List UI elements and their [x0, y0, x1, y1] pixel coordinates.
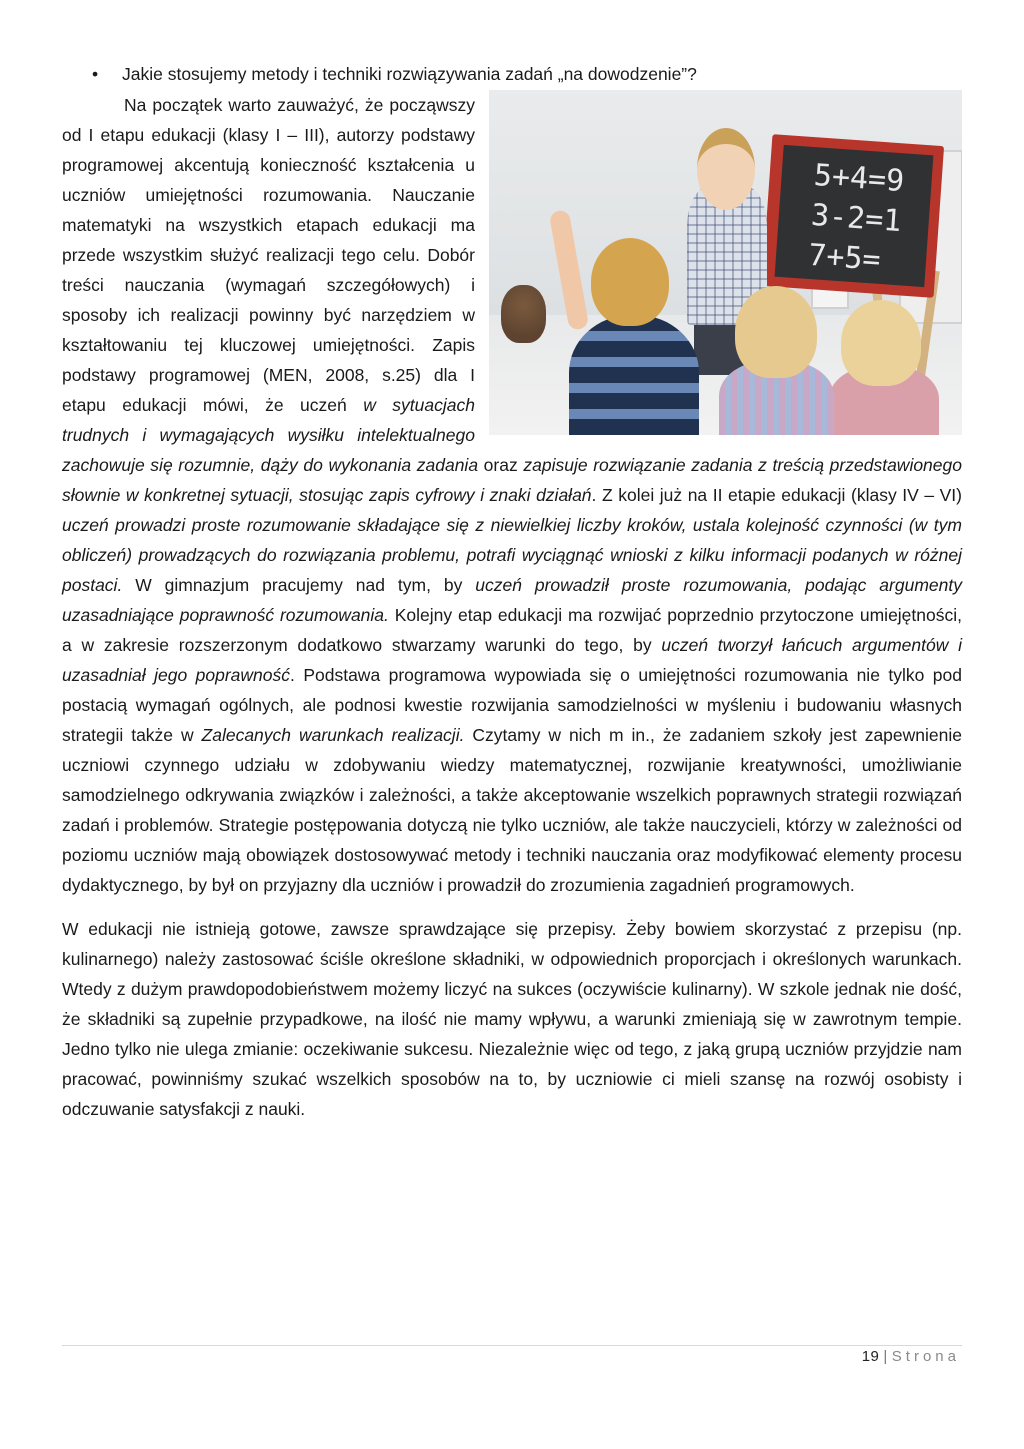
italic-quote: uczeń prowadził proste rozumowania, podając argumenty uzasadniające poprawność rozumowania. [62, 575, 962, 625]
text-run: Czytamy w nich m in., że zadaniem szkoły jest zapewnienie uczniowi czynnego udziału w zdobywaniu wiedzy matematycznej, rozwijanie kreatywności, umożliwianie samodzielnego odkrywania związków i zależności, a także akceptowanie wszelkich poprawnych strategii rozwiązań zadań i problemów. Strategie postępowania dotyczą nie tylko uczniów, ale także nauczycieli, którzy w zależności od poziomu uczniów mają obowiązek dostosowywać metody i techniki nauczania oraz modyfikować elementy procesu dydaktycznego, by był on przyjazny dla uczniów i prowadził do zrozumienia zagadnień programowych. [62, 725, 962, 895]
text-run: . Podstawa programowa wypowiada się o umiejętności rozumowania nie tylko pod postacią wymagań ogólnych, ale podnosi kwestie rozwijania samodzielności w myśleniu i budowaniu własnych strategii także w [62, 665, 962, 745]
chalkboard-line: 7+5= [807, 237, 882, 278]
raised-arm [549, 209, 590, 331]
italic-quote: uczeń tworzył łańcuch argumentów i uzasadniał jego poprawność [62, 635, 962, 685]
teddy-bear [501, 285, 546, 343]
text-run: W gimnazjum pracujemy nad tym, by [122, 575, 476, 595]
footer-divider [62, 1345, 962, 1346]
standing-boy-head [697, 128, 755, 210]
text-run: Na początek warto zauważyć, że począwszy od I etapu edukacji (klasy I – III), autorzy podstawy programowej akcentują konieczność kształcenia u uczniów umiejętności rozumowania. Nauczanie matematyki na wszystkich etapach edukacji ma przede wszystkim służyć realizacji tego celu. Dobór treści nauczania (wymagań szczegółowych) i sposoby ich realizacji powinny być narzędziem w kształtowaniu tej kluczowej umiejętności. Zapis podstawy programowej (MEN, 2008, s.25) dla I etapu edukacji mówi, że uczeń [62, 95, 475, 415]
page-footer [862, 1348, 960, 1365]
text-run: . Z kolei już na II etapie edukacji (klasy IV – VI) [591, 485, 962, 505]
bullet-text: Jakie stosujemy metody i techniki rozwiązywania zadań „na dowodzenie”? [122, 64, 697, 84]
document-page [62, 62, 962, 1124]
italic-quote: Zalecanych warunkach realizacji. [201, 725, 465, 745]
paragraph-2: W edukacji nie istnieją gotowe, zawsze sprawdzające się przepisy. Żeby bowiem skorzystać z przepisu (np. kulinarnego) należy zastosować ściśle określone składniki, w odpowiednich proporcjach i określonych warunkach. Wtedy z dużym prawdopodobieństwem możemy liczyć na sukces (oczywiście kulinarny). W szkole jednak nie dość, że składniki są zupełnie przypadkowe, na ilość nie mamy wpływu, a warunki zmieniają się w zawrotnym tempie. Jedno tylko nie ulega zmianie: oczekiwanie sukcesu. Niezależnie więc od tego, z jaką grupą uczniów przyjdzie nam pracować, powinniśmy szukać wszelkich sposobów na to, by uczniowie ci mieli szansę na rozwój osobisty i odczuwanie satysfakcji z nauki. [62, 919, 962, 1119]
classroom-photo [489, 90, 962, 435]
chalkboard-line: 3-2=1 [809, 197, 903, 240]
footer-separator: | [883, 1348, 888, 1365]
bullet-symbol: • [92, 64, 99, 84]
page-number: 19 [861, 1348, 880, 1365]
bullet-question [92, 62, 962, 86]
text-run: oraz [478, 455, 524, 475]
footer-label: Strona [891, 1348, 960, 1365]
italic-quote: zapisuje rozwiązanie zadania z treścią przedstawionego słownie w konkretnej sytuacji, stosując zapis cyfrowy i znaki działań [62, 455, 962, 505]
body-text [62, 90, 962, 1124]
text-run: Kolejny etap edukacji ma rozwijać poprzednio przytoczone umiejętności, a w zakresie rozszerzonym dodatkowo stwarzamy warunki do tego, by [62, 605, 962, 655]
chalkboard-line: 5+4=9 [812, 157, 906, 200]
chalkboard-equations [807, 156, 935, 284]
seated-boy-shirt [569, 315, 699, 435]
girl-head [735, 286, 817, 378]
italic-quote: w sytuacjach trudnych i wymagających wysiłku intelektualnego zachowuje się rozumnie, dąży do wykonania zadania [62, 395, 479, 475]
italic-quote: uczeń prowadzi proste rozumowanie składające się z niewielkiej liczby kroków, ustala kolejność czynności (w tym obliczeń) prowadzących do rozwiązania problemu, potrafi wyciągnąć wnioski z kilku informacji podanych w różnej postaci. [62, 515, 962, 595]
girl-head [841, 300, 921, 386]
seated-boy-head [591, 238, 669, 326]
